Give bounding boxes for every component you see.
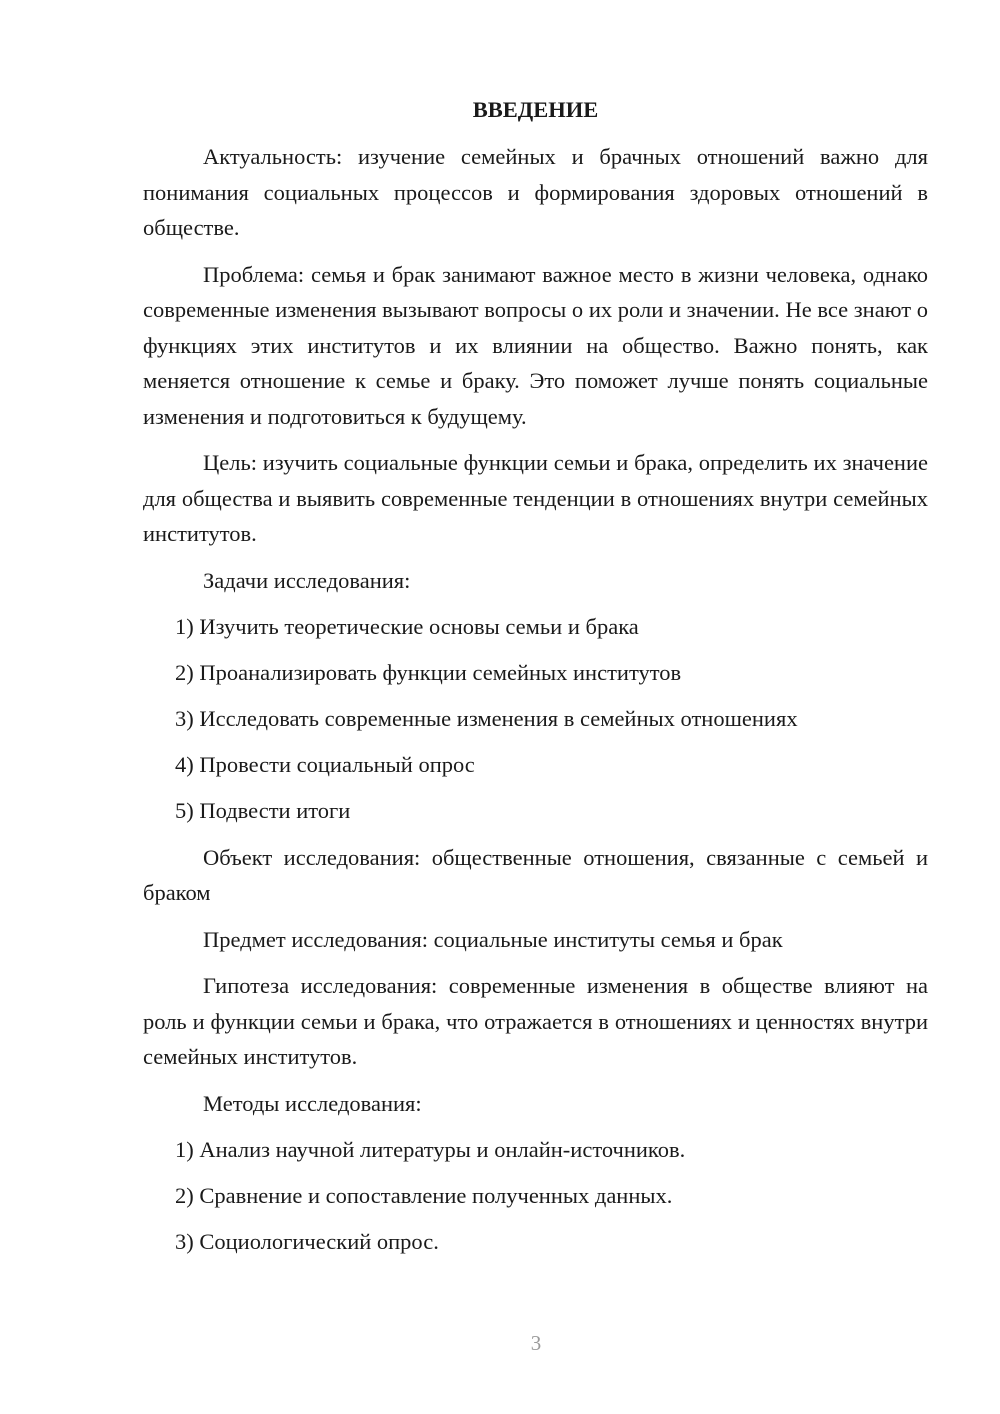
object-paragraph: Объект исследования: общественные отношения, связанные с семьей и браком (143, 844, 928, 905)
list-item: 3) Социологический опрос. (175, 1229, 439, 1254)
methods-title: Методы исследования: (203, 1090, 422, 1116)
subject-paragraph: Предмет исследования: социальные институты семья и брак (203, 926, 783, 952)
list-item: 2) Проанализировать функции семейных институтов (175, 660, 682, 685)
methods-list (143, 1132, 928, 1260)
hypothesis-paragraph: Гипотеза исследования: современные изменения в обществе влияют на роль и функции семьи и брака, что отражается в отношениях и ценностях внутри семейных институтов. (143, 973, 928, 1069)
relevance-paragraph: Актуальность: изучение семейных и брачных отношений важно для понимания социальных процессов и формирования здоровых отношений в обществе. (143, 144, 928, 240)
list-item: 1) Изучить теоретические основы семьи и брака (175, 614, 639, 639)
list-item: 4) Провести социальный опрос (175, 752, 475, 777)
list-item: 3) Исследовать современные изменения в семейных отношениях (175, 706, 798, 731)
list-item: 2) Сравнение и сопоставление полученных данных. (175, 1183, 673, 1208)
goal-paragraph: Цель: изучить социальные функции семьи и брака, определить их значение для общества и выявить современные тенденции в отношениях внутри семейных институтов. (143, 450, 928, 546)
page-number: 3 (530, 1331, 542, 1355)
problem-paragraph: Проблема: семья и брак занимают важное место в жизни человека, однако современные изменения вызывают вопросы о их роли и значении. Не все знают о функциях этих институтов и их влиянии на общество. Важно понять, как меняется отношение к семье и браку. Это поможет лучше понять социальные изменения и подготовиться к будущему. (143, 261, 928, 429)
document-page (143, 92, 928, 1260)
list-item: 5) Подвести итоги (175, 798, 351, 823)
tasks-list (143, 609, 928, 829)
section-heading: ВВЕДЕНИЕ (472, 97, 599, 122)
list-item: 1) Анализ научной литературы и онлайн-источников. (175, 1137, 686, 1162)
tasks-title: Задачи исследования: (203, 567, 411, 593)
